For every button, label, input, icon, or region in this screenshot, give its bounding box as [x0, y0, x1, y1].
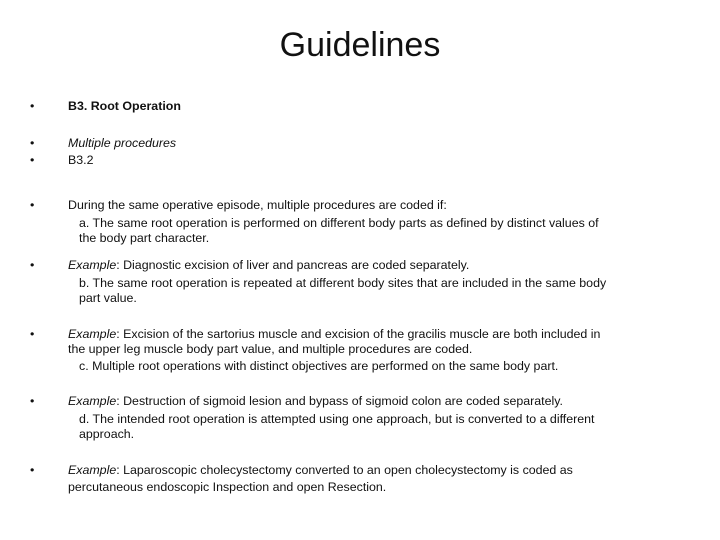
bullet-icon: • — [30, 153, 35, 167]
item-text: B3.2 — [68, 153, 94, 167]
item-text: During the same operative episode, multiple procedures are coded if: — [68, 198, 447, 212]
item-text: Multiple procedures — [68, 136, 177, 150]
item-text: B3. Root Operation — [68, 99, 181, 113]
item-text: percutaneous endoscopic Inspection and open Resection. — [68, 480, 387, 494]
sub-text: d. The intended root operation is attempted using one approach, but is converted to a different — [79, 412, 595, 426]
item-text: : Destruction of sigmoid lesion and bypass of sigmoid colon are coded separately. — [116, 394, 563, 408]
bullet-icon: • — [30, 136, 35, 150]
example-label: Example — [68, 258, 117, 272]
bullet-icon: • — [30, 258, 35, 272]
sub-text: a. The same root operation is performed on different body parts as defined by distinct values of — [79, 216, 599, 230]
item-text: : Excision of the sartorius muscle and excision of the gracilis muscle are both included in — [116, 327, 601, 341]
example-label: Example — [68, 394, 117, 408]
example-label: Example — [68, 327, 117, 341]
item-text: : Diagnostic excision of liver and pancreas are coded separately. — [116, 258, 470, 272]
example-label: Example — [68, 463, 117, 477]
bullet-icon: • — [30, 463, 35, 477]
sub-text: part value. — [79, 291, 137, 305]
sub-text: approach. — [79, 427, 135, 441]
bullet-icon: • — [30, 99, 35, 113]
bullet-icon: • — [30, 327, 35, 341]
slide-title: Guidelines — [279, 26, 441, 64]
sub-text: b. The same root operation is repeated at different body sites that are included in the same body — [79, 276, 607, 290]
bullet-icon: • — [30, 394, 35, 408]
bullet-icon: • — [30, 198, 35, 212]
item-text: : Laparoscopic cholecystectomy converted to an open cholecystectomy is coded as — [116, 463, 573, 477]
sub-text: c. Multiple root operations with distinct objectives are performed on the same body part. — [79, 359, 559, 373]
sub-text: the body part character. — [79, 231, 210, 245]
item-text: the upper leg muscle body part value, and multiple procedures are coded. — [68, 342, 473, 356]
